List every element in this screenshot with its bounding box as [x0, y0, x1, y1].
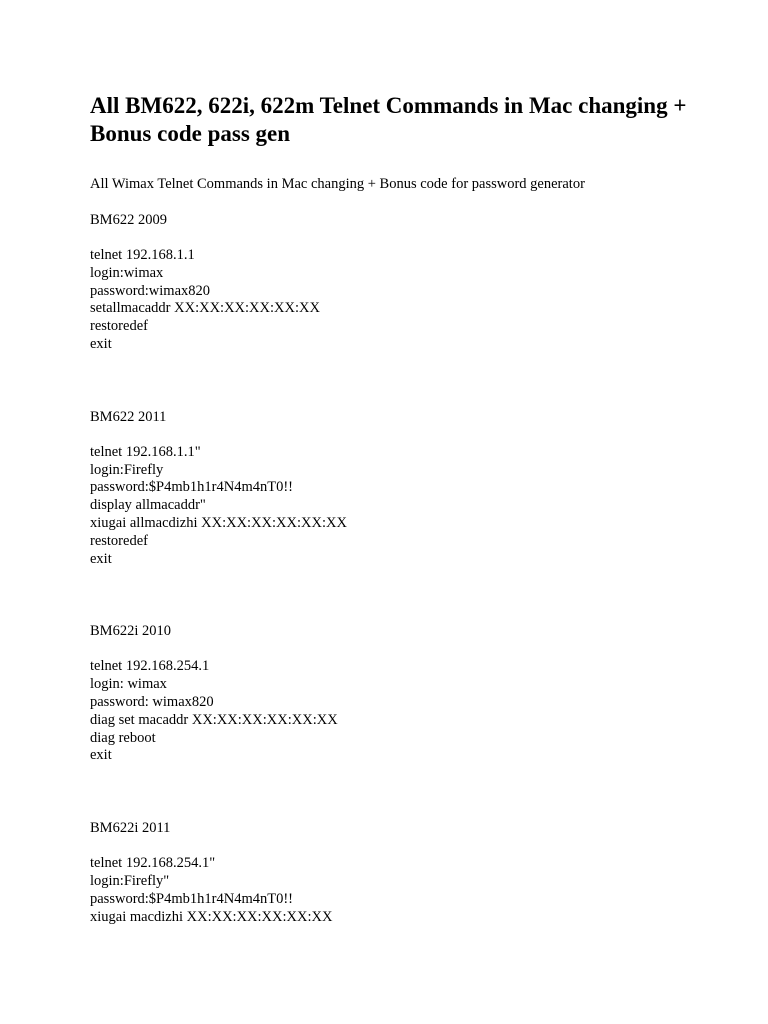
command-line: setallmacaddr XX:XX:XX:XX:XX:XX [90, 300, 320, 317]
command-block [90, 658, 690, 765]
page-title: All BM622, 622i, 622m Telnet Commands in Mac changing + Bonus code pass gen [90, 93, 687, 146]
document-page [90, 92, 690, 926]
section-bm622-2011 [90, 408, 690, 569]
command-block [90, 855, 690, 926]
command-line: login:Firefly [90, 461, 164, 478]
command-line: xiugai allmacdizhi XX:XX:XX:XX:XX:XX [90, 514, 347, 531]
command-line: exit [90, 550, 112, 567]
command-line: restoredef [90, 532, 148, 549]
section-heading: BM622 2009 [90, 212, 167, 228]
command-line: login:wimax [90, 264, 164, 281]
section-heading: BM622i 2011 [90, 820, 171, 837]
command-line: diag reboot [90, 729, 156, 746]
intro-paragraph: All Wimax Telnet Commands in Mac changing + Bonus code for password generator [90, 176, 585, 192]
command-line: diag set macaddr XX:XX:XX:XX:XX:XX [90, 711, 338, 728]
command-line: password:wimax820 [90, 282, 211, 299]
command-line: password:$P4mb1h1r4N4m4nT0!! [90, 479, 293, 496]
command-line: login:Firefly" [90, 872, 170, 889]
command-line: password:$P4mb1h1r4N4m4nT0!! [90, 890, 293, 907]
command-line: login: wimax [90, 676, 167, 693]
section-bm622i-2010 [90, 622, 690, 765]
command-line: exit [90, 335, 112, 352]
section-bm622-2009 [90, 211, 690, 354]
command-block [90, 444, 690, 569]
command-line: password: wimax820 [90, 693, 214, 710]
section-heading: BM622 2011 [90, 408, 167, 425]
command-line: telnet 192.168.254.1" [90, 855, 216, 872]
command-line: restoredef [90, 318, 148, 335]
section-bm622i-2011 [90, 819, 690, 926]
command-line: telnet 192.168.254.1 [90, 658, 210, 675]
command-line: display allmacaddr" [90, 497, 206, 514]
section-heading: BM622i 2010 [90, 623, 171, 640]
command-line: telnet 192.168.1.1" [90, 443, 201, 460]
command-line: exit [90, 747, 112, 764]
command-block [90, 247, 690, 354]
command-line: xiugai macdizhi XX:XX:XX:XX:XX:XX [90, 908, 333, 925]
command-line: telnet 192.168.1.1 [90, 247, 195, 263]
